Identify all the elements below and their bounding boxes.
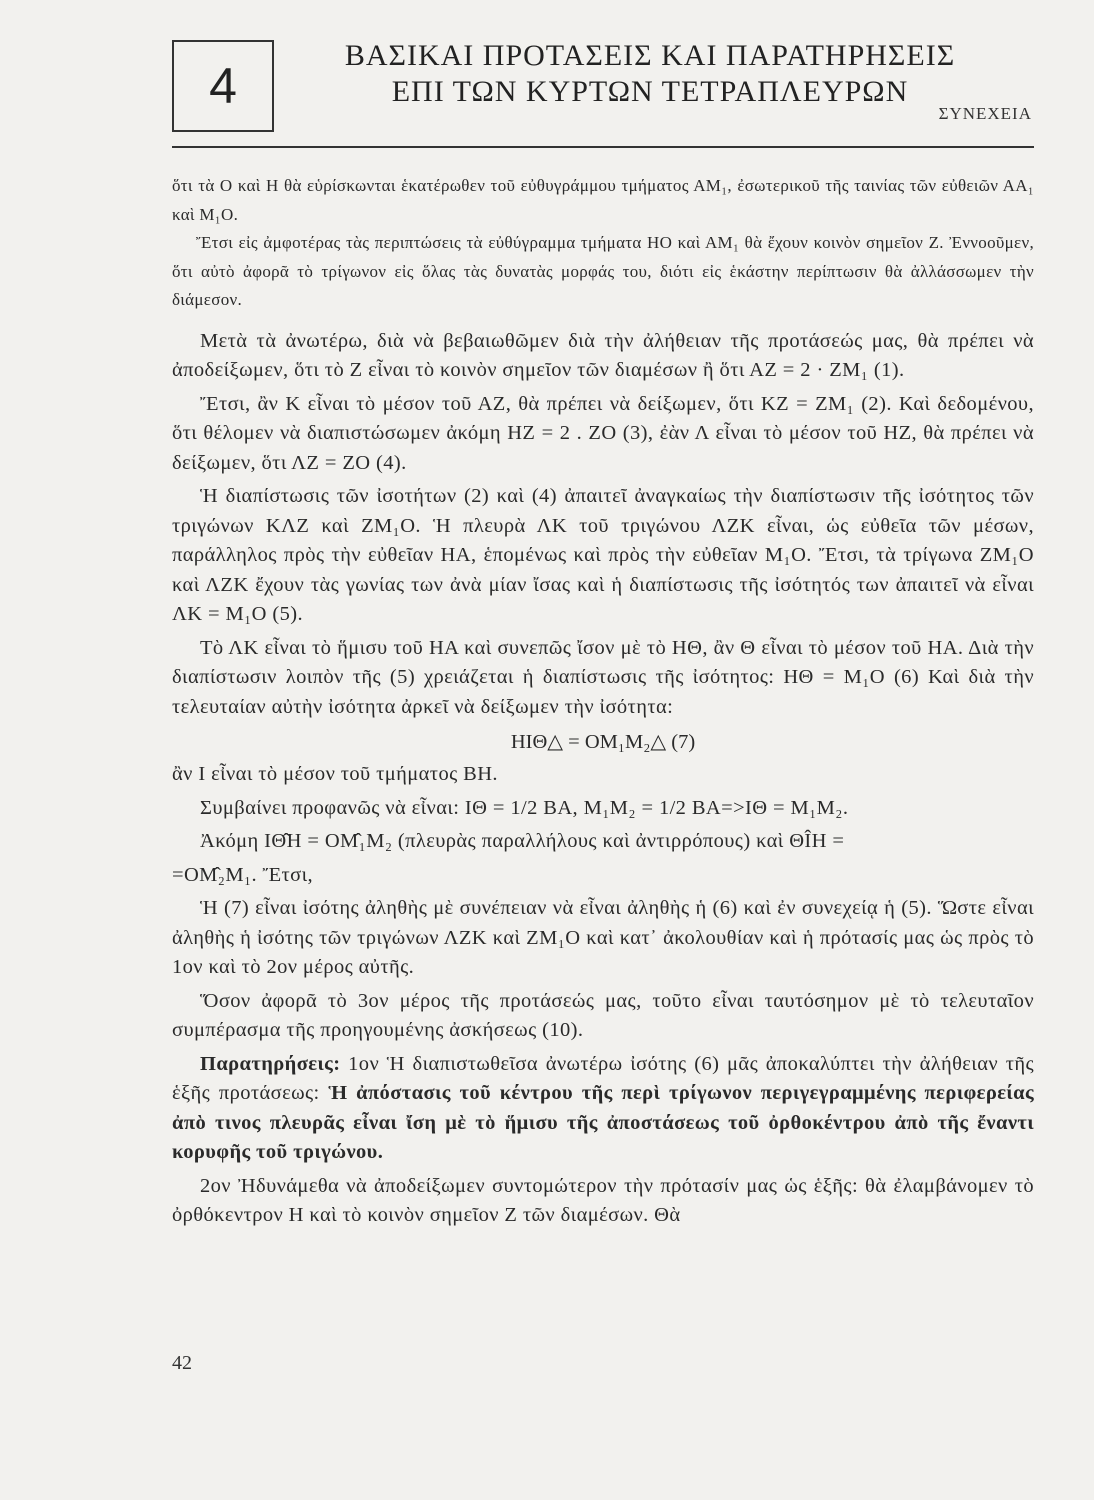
remarks-label: Παρατηρήσεις: (200, 1052, 341, 1075)
page-body (172, 172, 1034, 1235)
paragraph-4: Τὸ ΛΚ εἶναι τὸ ἥμισυ τοῦ ΗΑ καὶ συνεπῶς ἴσον μὲ τὸ ΗΘ, ἂν Θ εἶναι τὸ μέσον τοῦ ΗΑ. Διὰ τὴν διαπίστωσιν λοιπὸν τῆς (5) χρειάζεται ἡ διαπίστωσις τῆς ἰσότητος: ΗΘ = Μ₁Ο (6) Καὶ διὰ τὴν τελευταίαν αὐτὴν ἰσότητα ἀρκεῖ νὰ δείξωμεν τὴν ἰσότητα: (172, 636, 1034, 718)
follows-line: Συμβαίνει προφανῶς νὰ εἶναι: ΙΘ = 1/2 ΒΑ, Μ₁Μ₂ = 1/2 ΒΑ=>ΙΘ = Μ₁Μ₂. (200, 796, 849, 819)
page-title (300, 38, 1000, 110)
title-line-1: ΒΑΣΙΚΑΙ ΠΡΟΤΑΣΕΙΣ ΚΑΙ ΠΑΡΑΤΗΡΗΣΕΙΣ (344, 39, 956, 72)
remarks-bold-statement: Ἡ ἀπόστασις τοῦ κέντρου τῆς περὶ τρίγωνον περιγεγραμμένης περιφερείας ἀπὸ τινος πλευρᾶς εἶναι ἴση μὲ τὸ ἥμισυ τῆς ἀποστάσεως τοῦ ὀρθοκέντρου ἀπὸ τῆς ἔναντι κορυφῆς τοῦ τριγώνου. (172, 1082, 1034, 1163)
equation-7: ΗΙΘ△ = ΟΜ₁Μ₂△ (7) (510, 731, 696, 753)
page-number: 42 (172, 1352, 192, 1374)
paragraph-conclusion: Ἡ (7) εἶναι ἰσότης ἀληθὴς μὲ συνέπειαν νὰ εἶναι ἀληθὴς ἡ (6) καὶ ἐν συνεχείᾳ ἡ (5). Ὥστε εἶναι ἀληθὴς ἡ ἰσότης τῶν τριγώνων ΛΖΚ καὶ ΖΜ₁Ο καὶ κατ᾽ ἀκολουθίαν καὶ ἡ πρότασίς μας ὡς πρὸς τὸ 1ον καὶ τὸ 2ον μέρος αὐτῆς. (172, 897, 1034, 978)
paragraph-1: Μετὰ τὰ ἀνωτέρω, διὰ νὰ βεβαιωθῶμεν διὰ τὴν ἀλήθειαν τῆς προτάσεώς μας, θὰ πρέπει νὰ ἀποδείξωμεν, ὅτι τὸ Ζ εἶναι τὸ κοινὸν σημεῖον τῶν διαμέσων ἢ ὅτι ΑΖ = 2 · ΖΜ₁ (1). (172, 329, 1034, 381)
remarks-text: 1ον Ἡ διαπιστωθεῖσα ἀνωτέρω ἰσότης (6) μᾶς ἀποκαλύπτει τὴν ἀλήθειαν τῆς ἑξῆς προτάσεως: (172, 1052, 1034, 1104)
small-paragraph-2: Ἔτσι εἰς ἀμφοτέρας τὰς περιπτώσεις τὰ εὐθύγραμμα τμήματα ΗΟ καὶ ΑΜ₁ θὰ ἔχουν κοινὸν σημεῖον Ζ. Ἐννοοῦμεν, ὅτι αὐτὸ ἀφορᾶ τὸ τρίγωνον εἰς ὅλας τὰς δυνατὰς μορφάς του, διότι εἰς ἑκάστην περίπτωσιν θὰ ἀλλάσσωμεν τὴν διάμεσον. (172, 233, 1034, 309)
angles-line-2: =ΟΜ̂₂Μ₁. Ἔτσι, (172, 863, 314, 886)
paragraph-2: Ἔτσι, ἂν Κ εἶναι τὸ μέσον τοῦ ΑΖ, θὰ πρέπει νὰ δείξωμεν, ὅτι ΚΖ = ΖΜ₁ (2). Καὶ δεδομένου, ὅτι θέλομεν νὰ διαπιστώσωμεν ἀκόμη ΗΖ = 2 . ΖΟ (3), ἐὰν Λ εἶναι τὸ μέσον τοῦ ΗΖ, θὰ πρέπει νὰ δείξωμεν, ὅτι ΛΖ = ΖΟ (4). (172, 392, 1034, 474)
angles-line: Ἀκόμη ΙΘ̂Η = ΟΜ̂₁Μ₂ (πλευρὰς παραλλήλους καὶ ἀντιρρόπους) καὶ ΘÎΗ = (200, 830, 845, 852)
paragraph-second-remark: 2ον Ἠδυνάμεθα νὰ ἀποδείξωμεν συντομώτερον τὴν πρότασίν μας ὡς ἑξῆς: θὰ ἐλαμβάνομεν τὸ ὀρθόκεντρον Η καὶ τὸ κοινὸν σημεῖον Ζ τῶν διαμέσων. Θὰ (172, 1174, 1034, 1226)
after-equation-line: ἂν Ι εἶναι τὸ μέσον τοῦ τμήματος ΒΗ. (172, 763, 498, 785)
paragraph-3: Ἡ διαπίστωσις τῶν ἰσοτήτων (2) καὶ (4) ἀπαιτεῖ ἀναγκαίως τὴν διαπίστωσιν τῆς ἰσότητος τῶν τριγώνων ΚΛΖ καὶ ΖΜ₁Ο. Ἡ πλευρὰ ΛΚ τοῦ τριγώνου ΛΖΚ εἶναι, ὡς εὐθεῖα τῶν μέσων, παράλληλος πρὸς τὴν εὐθεῖαν ΗΑ, ἑπομένως καὶ πρὸς τὴν εὐθεῖαν Μ₁Ο. Ἔτσι, τὰ τρίγωνα ΖΜ₁Ο καὶ ΛΖΚ ἔχουν τὰς γωνίας των ἀνὰ μίαν ἴσας καὶ ἡ διαπίστωσις τῆς ἰσότητός των ἀπαιτεῖ νὰ εἶναι ΛΚ = Μ₁Ο (5). (172, 485, 1034, 625)
small-paragraph-1: ὅτι τὰ Ο καὶ Η θὰ εὑρίσκωνται ἑκατέρωθεν τοῦ εὐθυγράμμου τμήματος ΑΜ₁, ἐσωτερικοῦ τῆς ταινίας τῶν εὐθειῶν ΑΑ₁ καὶ Μ₁Ο. (172, 176, 1034, 224)
title-line-2: ΕΠΙ ΤΩΝ ΚΥΡΤΩΝ ΤΕΤΡΑΠΛΕΥΡΩΝ (391, 75, 909, 108)
header-divider (172, 146, 1034, 148)
page-subtitle: ΣΥΝΕΧΕΙΑ (938, 104, 1032, 123)
chapter-number-box (172, 40, 274, 132)
chapter-number: 4 (209, 58, 237, 114)
paragraph-third-part: Ὅσον ἀφορᾶ τὸ 3ον μέρος τῆς προτάσεώς μας, τοῦτο εἶναι ταυτόσημον μὲ τὸ τελευταῖον συμπέρασμα τῆς προηγουμένης ἀσκήσεως (10). (172, 989, 1034, 1041)
remarks-paragraph (172, 1050, 1034, 1168)
